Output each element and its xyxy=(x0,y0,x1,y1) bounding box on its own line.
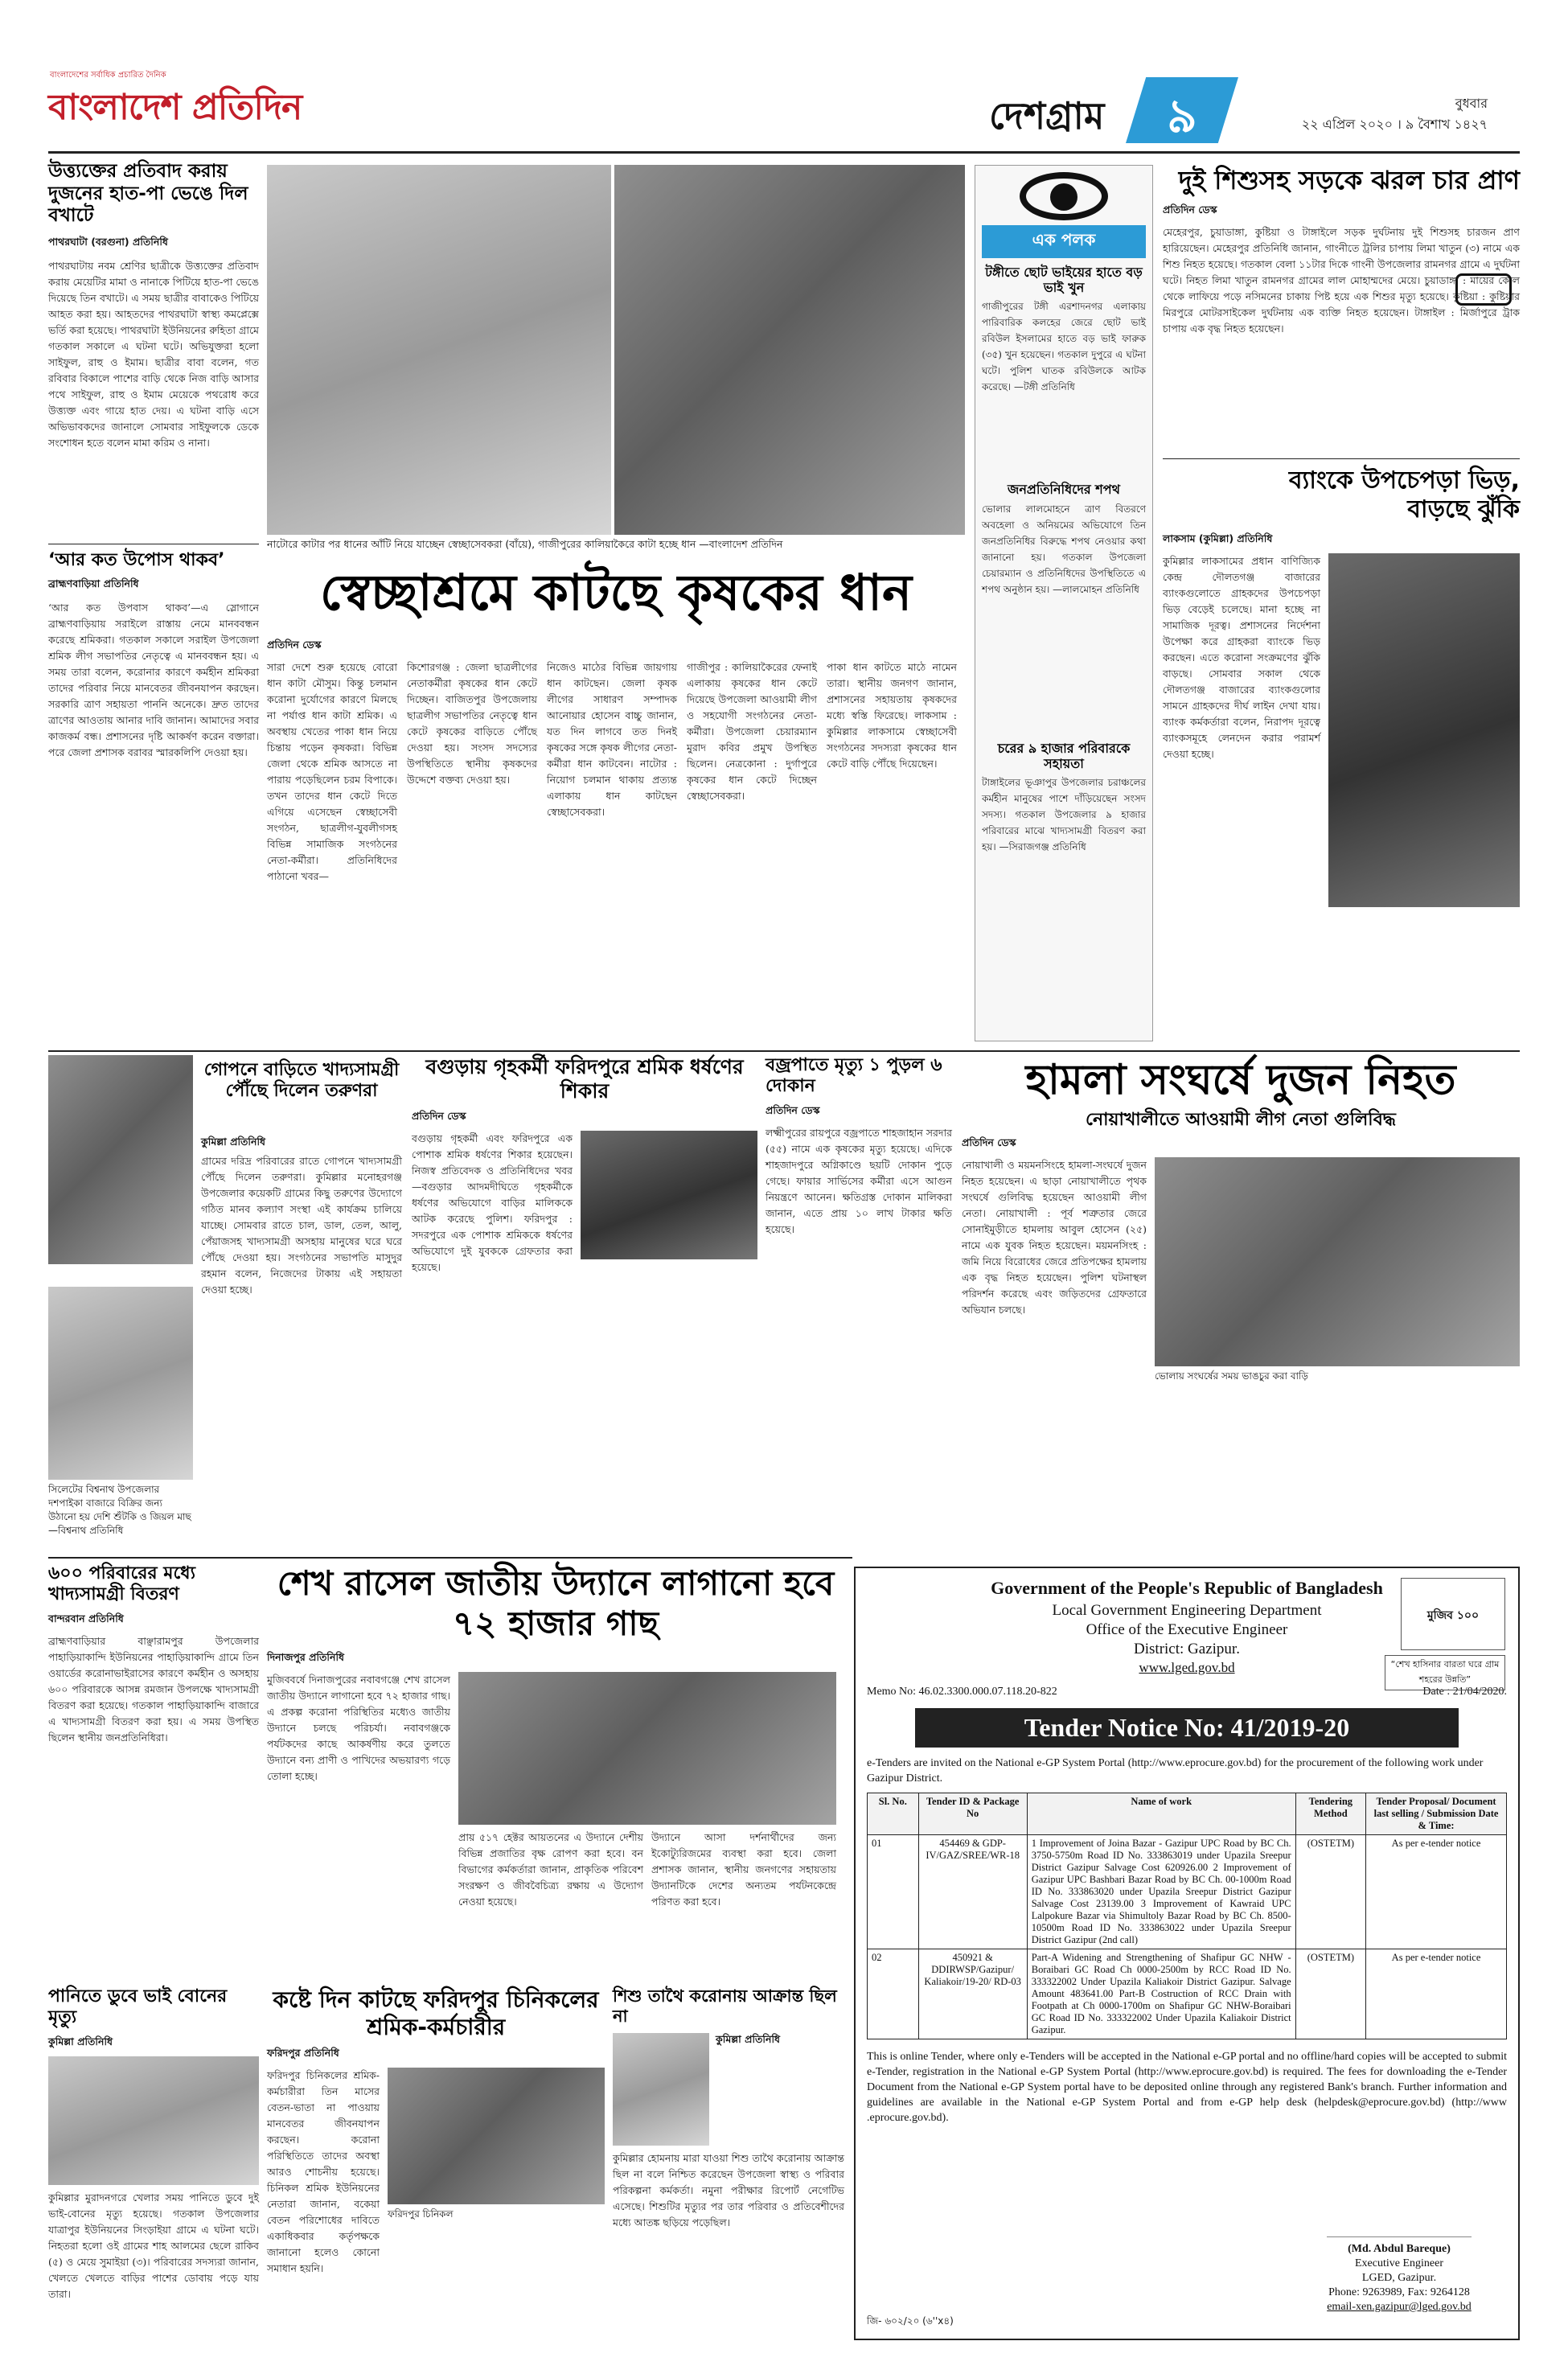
photo-caption: ভোলায় সংঘর্ষের সময় ভাঙচুর করা বাড়ি xyxy=(1155,1370,1308,1382)
office: Office of the Executive Engineer xyxy=(1086,1621,1288,1638)
headline: গোপনে বাড়িতে খাদ্যসামগ্রী পৌঁছে দিলেন তরুণরা xyxy=(203,1060,400,1102)
signature-block xyxy=(1295,2205,1504,2314)
car-crash-icon xyxy=(1455,273,1512,306)
dept: Local Government Engineering Department xyxy=(1052,1602,1322,1619)
photo-bank-crowd xyxy=(1328,553,1520,907)
brief-3-head: চরের ৯ হাজার পরিবারকে সহায়তা xyxy=(997,740,1131,771)
photo-caption: ফরিদপুর চিনিকল xyxy=(388,2208,454,2220)
col-header: Name of work xyxy=(1027,1793,1295,1835)
slogan: “শেখ হাসিনার বারতা ঘরে গ্রাম শহরের উন্নতি” xyxy=(1385,1655,1505,1690)
byline: প্রতিদিন ডেস্ক xyxy=(267,639,322,651)
body: ব্রাহ্মণবাড়িয়ার বাঞ্ছারামপুর উপজেলার পাহাড়িয়াকান্দি ইউনিয়নের পাহাড়িয়াকান্দি গ্রামে তিন ওয়ার্ডের করোনাভাইরাসের কারণে কর্মহীন ও অসহায় ৬০০ পরিবারকে আসন্ন রমজান উপলক্ষে খাদ্যসামগ্রী বিতরণ করা হয়েছে। গতকাল পাহাড়িয়াকান্দি বাজারে এ খাদ্যসামগ্রী বিতরণ করা হয়। এ সময় উপস্থিত ছিলেন স্থানীয় জনপ্রতিনিধিরা। xyxy=(48,1634,259,1744)
story-maid xyxy=(412,1055,757,1554)
col-3: নিজেও মাঠের বিভিন্ন জায়গায় ধান কাটছেন। জেলা কৃষক লীগের সাধারণ সম্পাদক আনোয়ার হোসেন বাচ্চু জানান, যত দিন লাগবে তত দিনই কৃষকের সঙ্গে কৃষক লীগের নেতা-কর্মীরা ধান কাটবেন। নাটোর : নিয়োগ চলমান থাকায় প্রত্যন্ত এলাকায় ধান কাটছেন স্বেচ্ছাসেবকরা। xyxy=(547,661,677,818)
method-cell: (OSTETM) xyxy=(1295,1835,1365,1949)
byline: ফরিদপুর প্রতিনিধি xyxy=(267,2047,339,2060)
story-bank xyxy=(1163,466,1520,1045)
byline: বান্দরবান প্রতিনিধি xyxy=(48,1612,124,1624)
footer-text: This is online Tender, where only e-Tenders will be accepted in the National e-GP portal and no offline/hard copies will be accepted to submit e-Tender, registration in the National e-GP System Portal (http://www.eprocure.gov.bd) is required. The fees for downloading the e-Tender Document from the National e-GP System portal have to be deposited online through any registered Bank's branch. Further information and guidelines are available in the National e-GP System Portal and from e-GP help desk (helpdesk@eprocure.gov.bd) (http://www .eprocure.gov.bd). xyxy=(867,2051,1507,2124)
memo-number: Memo No: 46.02.3300.000.07.118.20-822 xyxy=(867,1686,1057,1698)
byline: প্রতিদিন ডেস্ক xyxy=(1163,203,1217,216)
headline: শেখ রাসেল জাতীয় উদ্যানে লাগানো হবে ৭২ হাজার গাছ xyxy=(277,1563,835,1644)
headline: শিশু তাথৈ করোনায় আক্রান্ত ছিল না xyxy=(613,1986,837,2027)
photo-nursery xyxy=(458,1672,836,1825)
phone: Phone: 9263989, Fax: 9264128 xyxy=(1328,2286,1470,2298)
story-clash xyxy=(962,1055,1520,1554)
work-cell: Part-A Widening and Strengthening of Shafipur GC NHW - Boraibari GC Road Ch 0000-2500m by RCC Road ID No. 333322002 Under Upazila Kaliakoir District Gazipur. Salvage Amount 483641.00 Part-B Costruction of RCC Drain with Footpath at Ch 0000-1700m on Shafipur GC NHW-Boraibari GC Road ID No. 333322002 Under Upazila Kaliakoir District Gazipur. xyxy=(1027,1949,1295,2039)
byline: পাথরঘাটা (বরগুনা) প্রতিনিধি xyxy=(48,235,168,248)
photo-illustration xyxy=(581,1131,757,1259)
brief-1-body: গাজীপুরের টঙ্গী এরশাদনগর এলাকায় পারিবারিক কলহের জেরে ছোট ভাই রবিউল ইসলামের হাতে বড় ভাই ফারুক (৩৫) খুন হয়েছেন। গতকাল দুপুরে এ ঘটনা ঘটে। পুলিশ ঘাতক রবিউলকে আটক করেছে। —টঙ্গী প্রতিনিধি xyxy=(982,301,1146,393)
story-harvest xyxy=(267,563,965,1045)
sl-cell: 01 xyxy=(868,1835,919,1949)
id-cell: 454469 & GDP-IV/GAZ/SREE/WR-18 xyxy=(918,1835,1027,1949)
body: ‘আর কত উপবাস থাকব’—এ স্লোগানে ব্রাহ্মণবাড়িয়ায় সরাইলে রাস্তায় নেমে মানববন্ধন করেছে শ্রমিকরা। গতকাল সকালে সরাইল উপজেলা শ্রমিক লীগ সভাপতির নেতৃত্বে এ মানববন্ধন হয়। এ সময় তারা বলেন, করোনার কারণে কর্মহীন শ্রমিকরা তাদের পরিবার নিয়ে মানবেতর জীবনযাপন করছেন। সরকারি ত্রাণ সহায়তা পাননি অনেকে। দ্রুত তাদের ত্রাণের আওতায় আনার দাবি জানান। আমাদের সবার কাজকর্ম বন্ধ। প্রশাসনের দৃষ্টি আকর্ষণ করেন বক্তারা। পরে জেলা প্রশাসক বরাবর স্মারকলিপি দেওয়া হয়। xyxy=(48,602,259,759)
headline: উত্ত্যক্তের প্রতিবাদ করায় দুজনের হাত-পা ভেঙে দিল বখাটে xyxy=(48,161,248,227)
photo-fish xyxy=(48,1287,193,1480)
body: গ্রামের দরিদ্র পরিবারের রাতে গোপনে খাদ্যসামগ্রী পৌঁছে দিলেন তরুণরা। কুমিল্লার মনোহরগঞ্জ উপজেলার কয়েকটি গ্রামের কিছু তরুণের উদ্যোগে গঠিত মানব কল্যাণ সংস্থা এই কার্যক্রম চালিয়ে যাচ্ছে। সোমবার রাতে চাল, ডাল, তেল, আলু, পেঁয়াজসহ খাদ্যসামগ্রী অসহায় মানুষের ঘরে ঘরে পৌঁছে দেওয়া হয়। সংগঠনের সভাপতি মাসুদুর রহমান বলেন, নিজেদের টাকায় এই সহায়তা দেওয়া হচ্ছে। xyxy=(201,1155,402,1296)
id-cell: 450921 & DDIRWSP/Gazipur/ Kaliakoir/19-20/ RD-03 xyxy=(918,1949,1027,2039)
ad-ref: জি- ৬০২/২০ (৬''x৪) xyxy=(867,2315,954,2327)
col-1: মুজিববর্ষে দিনাজপুরের নবাবগঞ্জে শেখ রাসেল জাতীয় উদ্যানে লাগানো হবে ৭২ হাজার গাছ। এ প্রকল্প করোনা পরিস্থিতির মধ্যেও জাতীয় উদ্যানে চলছে পরিচর্যা। নবাবগঞ্জকে পর্যটকদের কাছে আকর্ষণীয় করে তুলতে উদ্যানে বন্য প্রাণী ও পাখিদের অভয়ারণ্য গড়ে তোলা হচ্ছে। xyxy=(267,1673,450,1782)
photo-volunteer xyxy=(48,1055,193,1264)
signatory: (Md. Abdul Bareque) xyxy=(1348,2243,1451,2255)
headline: ব্যাংকে উপচেপড়া ভিড়, বাড়ছে ঝুঁকি xyxy=(1288,466,1520,524)
method-cell: (OSTETM) xyxy=(1295,1949,1365,2039)
byline: প্রতিদিন ডেস্ক xyxy=(412,1110,466,1122)
photo-clash xyxy=(1155,1157,1520,1366)
col-header: Tender ID & Package No xyxy=(918,1793,1027,1835)
gov-title: Government of the People's Republic of Bangladesh xyxy=(991,1578,1383,1598)
byline: প্রতিদিন ডেস্ক xyxy=(766,1103,820,1116)
story-protest xyxy=(48,161,259,539)
org: LGED, Gazipur. xyxy=(1361,2272,1437,2284)
body: বগুড়ায় গৃহকর্মী এবং ফরিদপুরে এক পোশাক শ্রমিক ধর্ষণের শিকার হয়েছেন। নিজস্ব প্রতিবেদক ও প্রতিনিধিদের খবর—বগুড়ার আদমদীঘিতে গৃহকর্মীকে ধর্ষণের অভিযোগে বাড়ির মালিককে আটক করেছে পুলিশ। ফরিদপুর : সদরপুরে এক পোশাক শ্রমিককে ধর্ষণের অভিযোগে দুই যুবককে গ্রেফতার করা হয়েছে। xyxy=(412,1132,573,1273)
memo-date: Date : 21/04/2020. xyxy=(1422,1686,1507,1698)
byline: লাকসাম (কুমিল্লা) প্রতিনিধি xyxy=(1163,532,1273,544)
table-row xyxy=(868,1835,1507,1949)
byline: ব্রাহ্মণবাড়িয়া প্রতিনিধি xyxy=(48,577,139,590)
logo: বাংলাদেশ প্রতিদিন xyxy=(48,87,302,128)
divider xyxy=(1163,458,1520,459)
ek-polok-label: এক পলক xyxy=(982,225,1146,258)
masthead-tagline: বাংলাদেশের সর্বাধিক প্রচারিত দৈনিক xyxy=(50,71,166,80)
body: নোয়াখালী ও ময়মনসিংহে হামলা-সংঘর্ষে দুজন নিহত হয়েছেন। এ ছাড়া নোয়াখালীতে পৃথক সংঘর্ষে গুলিবিদ্ধ হয়েছেন আওয়ামী লীগ নেতা। নোয়াখালী : পূর্ব শত্রুতার জেরে সোনাইমুড়ীতে হামলায় আবুল হোসেন (২৫) নামে এক যুবক নিহত হয়েছেন। ময়মনসিংহ : জমি নিয়ে বিরোধের জেরে প্রতিপক্ষের হামলায় এক বৃদ্ধ নিহত হয়েছেন। পুলিশ ঘটনাস্থল পরিদর্শন করেছে এবং জড়িতদের গ্রেফতারে অভিযান চলছে। xyxy=(962,1158,1147,1316)
masthead-rule xyxy=(48,151,1520,154)
col-header: Tender Proposal/ Document last selling / Submission Date & Time: xyxy=(1366,1793,1507,1835)
issue-date: ২২ এপ্রিল ২০২০ । ৯ বৈশাখ ১৪২৭ xyxy=(1301,117,1488,132)
body: ফরিদপুর চিনিকলের শ্রমিক-কর্মচারীরা তিন মাসের বেতন-ভাতা না পাওয়ায় মানবেতর জীবনযাপন করছেন। করোনা পরিস্থিতিতে তাদের অবস্থা আরও শোচনীয় হয়েছে। চিনিকল শ্রমিক ইউনিয়নের নেতারা জানান, বকেয়া বেতন পরিশোধের দাবিতে একাধিকবার কর্তৃপক্ষকে জানানো হলেও কোনো সমাধান হয়নি। xyxy=(267,2069,380,2275)
date-cell: As per e-tender notice xyxy=(1366,1835,1507,1949)
headline: হামলা সংঘর্ষে দুজন নিহত xyxy=(1025,1056,1456,1104)
body: কুমিল্লার মুরাদনগরে খেলার সময় পানিতে ডুবে দুই ভাই-বোনের মৃত্যু হয়েছে। গতকাল উপজেলার যাত্রাপুর ইউনিয়নের সিংড়াইয়া গ্রামে এ ঘটনা ঘটে। নিহতরা হলো ওই গ্রামের শাহ আলমের ছেলে রাকিব (৫) ও মেয়ে সুমাইয়া (৩)। পরিবারের সদস্যরা জানান, খেলতে খেলতে বাড়ির পাশের ডোবায় পড়ে যায় তারা। xyxy=(48,2191,259,2300)
eye-icon xyxy=(1020,172,1108,220)
story-relief xyxy=(48,1563,259,1982)
photo-harvest-cutting xyxy=(614,165,965,535)
headline: বজ্রপাতে মৃত্যু ১ পুড়ল ৬ দোকান xyxy=(766,1055,942,1097)
sl-cell: 02 xyxy=(868,1949,919,2039)
col-5: পাকা ধান কাটতে মাঠে নামেন তারা। স্থানীয় জনগণ জানান, প্রশাসনের সহায়তায় কৃষকদের মধ্যে স্বস্তি ফিরেছে। লাকসাম : কুমিল্লার লাকসামে স্বেচ্ছাসেবী সংগঠনের সদস্যরা কৃষকের ধান কেটে বাড়ি পৌঁছে দিয়েছেন। xyxy=(827,661,957,770)
weekday: বুধবার xyxy=(1455,96,1488,111)
story-drown xyxy=(48,1986,259,2340)
col-header: Tendering Method xyxy=(1295,1793,1365,1835)
col-3: উদ্যানে আসা দর্শনার্থীদের জন্য ইকোট্যুরিজমের ব্যবস্থা করা হবে। জেলা প্রশাসক জানান, স্থানীয় জনগণের সহায়তায় উদ্যানটিকে দেশের অন্যতম পর্যটনকেন্দ্রে পরিণত করা হবে। xyxy=(651,1830,836,1908)
story-accident xyxy=(1163,165,1520,454)
tender-notice xyxy=(854,1567,1520,2340)
col-2: কিশোরগঞ্জ : জেলা ছাত্রলীগের নেতাকর্মীরা কৃষকের ধান কেটে দিচ্ছেন। বাজিতপুর উপজেলায় ছাত্রলীগ সভাপতির নেতৃত্বে ধান কেটে কৃষকের বাড়িতে পৌঁছে দেওয়া হয়। সংসদ সদস্যের উপস্থিতিতে স্থানীয় কৃষকদের উদ্দেশে বক্তব্য দেওয়া হয়। xyxy=(407,661,537,786)
work-cell: 1 Improvement of Joina Bazar - Gazipur UPC Road by BC Ch. 3750-5750m Road ID No. 333863019 under Upazila Sreepur District Gazipur Salvage Cost 620926.00 2 Improvement of Gazipur UPC Bashbari Bazar Road by BC Ch. 00-1000m Road ID No. 333863020 under Upazila Sreepur District Gazipur Salvage Cost 23139.00 3 Improvement of Kawraid UPC Lalpokure Bazar via Shimultoly Bazar Road by BC Ch. 8500-10500m Road ID No. 333863022 under Upazila Sreepur District Gazipur (2nd call) xyxy=(1027,1835,1295,1949)
photo-fish-caption: সিলেটের বিশ্বনাথ উপজেলার দশপাইকা বাজারে বিক্রির জন্য উঠানো হয় দেশি শুঁটকি ও জিয়ল মাছ —বিশ্বনাথ প্রতিনিধি xyxy=(48,1484,191,1536)
story-sugar xyxy=(267,1986,605,2340)
website: www.lged.gov.bd xyxy=(1139,1660,1235,1675)
story-fire xyxy=(766,1055,952,1554)
designation: Executive Engineer xyxy=(1354,2257,1443,2269)
brief-2-head: জনপ্রতিনিধিদের শপথ xyxy=(1008,482,1120,498)
photo-caption: নাটোরে কাটার পর ধানের আঁটি নিয়ে যাচ্ছেন স্বেচ্ছাসেবকরা (বাঁয়ে), গাজীপুরের কালিয়াকৈরে কাটা হচ্ছে ধান —বাংলাদেশ প্রতিদিন xyxy=(267,538,783,550)
headline: ‘আর কত উপোস থাকব’ xyxy=(48,550,225,570)
byline: কুমিল্লা প্রতিনিধি xyxy=(716,2033,781,2046)
photo-child xyxy=(613,2033,709,2146)
body: মেহেরপুর, চুয়াডাঙ্গা, কুষ্টিয়া ও টাঙ্গাইলে সড়ক দুর্ঘটনায় দুই শিশুসহ চারজন প্রাণ হারিয়েছেন। মেহেরপুর প্রতিনিধি জানান, গাংনীতে ট্রলির চাপায় লিমা খাতুন (৩) নামে এক শিশু নিহত হয়েছে। গতকাল বেলা ১১টার দিকে গাংনী উপজেলার রামনগর গ্রামে এ দুর্ঘটনা ঘটে। নিহত লিমা খাতুন রামনগর গ্রামের লাল মোহাম্মদের মেয়ে। চুয়াডাঙ্গা : মায়ের কোল থেকে লাফিয়ে পড়ে নসিমনের চাকায় পিষ্ট হয়ে এক শিশুর মৃত্যু হয়েছে। কুষ্টিয়া : কুষ্টিয়ার মিরপুরে মোটরসাইকেল দুর্ঘটনায় এক ব্যক্তি নিহত হয়েছেন। টাঙ্গাইল : মির্জাপুরে ট্রাক চাপায় এক বৃদ্ধ নিহত হয়েছেন। xyxy=(1163,226,1520,335)
brief-1-head: টঙ্গীতে ছোট ভাইয়ের হাতে বড় ভাই খুন xyxy=(985,265,1143,296)
mujib-logo xyxy=(1401,1578,1505,1650)
ek-polok-box xyxy=(975,165,1153,1041)
tender-title: Tender Notice No: 41/2019-20 xyxy=(915,1708,1459,1748)
subhead: নোয়াখালীতে আওয়ামী লীগ নেতা গুলিবিদ্ধ xyxy=(1086,1110,1396,1131)
story-park xyxy=(267,1563,844,1982)
body: কুমিল্লার হোমনায় মারা যাওয়া শিশু তাথৈ করোনায় আক্রান্ত ছিল না বলে নিশ্চিত করেছেন উপজেলা স্বাস্থ্য ও পরিবার পরিকল্পনা কর্মকর্তা। নমুনা পরীক্ষার রিপোর্ট নেগেটিভ এসেছে। শিশুটির মৃত্যুর পর তার পরিবার ও প্রতিবেশীদের মধ্যে আতঙ্ক ছড়িয়ে পড়েছিল। xyxy=(613,2152,844,2229)
section-name: দেশগ্রাম xyxy=(989,94,1105,138)
body-cont xyxy=(388,2224,605,2321)
brief-2-body: ভোলার লালমোহনে ত্রাণ বিতরণে অবহেলা ও অনিয়মের অভিযোগে তিন জনপ্রতিনিধির বিরুদ্ধে শপথ নেওয়ার কথা জানানো হয়। গতকাল উপজেলা চেয়ারম্যান ও প্রতিনিধিদের উপস্থিতিতে এ শপথ অনুষ্ঠান হয়। —লালমোহন প্রতিনিধি xyxy=(982,503,1146,595)
story-food xyxy=(48,1055,402,1296)
headline: পানিতে ডুবে ভাই বোনের মৃত্যু xyxy=(48,1986,228,2028)
body: পাথরঘাটায় নবম শ্রেণির ছাত্রীকে উত্ত্যক্তের প্রতিবাদ করায় মেয়েটির মামা ও নানাকে পিটিয়ে হাত-পা ভেঙে দিয়েছে তিন বখাটে। এ সময় ছাত্রীর বাবাকেও পিটিয়ে আহত করা হয়। আহতদের পাথরঘাটা স্বাস্থ্য কমপ্লেক্সে ভর্তি করা হয়েছে। পাথরঘাটা ইউনিয়নের রুহিতা গ্রামে গতকাল সকালে এ ঘটনা ঘটে। অভিযুক্তরা হলো সাইফুল, রাহু ও ইমাম। ছাত্রীর বাবা বলেন, গত রবিবার বিকালে পাশের বাড়ি থেকে নিজ বাড়ি আসার পথে সাইফুল, রাহু ও ইমাম মেয়েকে পথরোধ করে উত্ত্যক্ত এবং গায়ে হাত দেয়। এ ঘটনা বাড়ি এসে অভিভাবকদের জানালে সোমবার সাইফুলকে ডেকে সংশোধন হতে বলেন মামা করিম ও নানা। xyxy=(48,259,259,449)
headline: বগুড়ায় গৃহকর্মী ফরিদপুরে শ্রমিক ধর্ষণের শিকার xyxy=(425,1055,744,1103)
col-header: Sl. No. xyxy=(868,1793,919,1835)
body: লক্ষ্মীপুরের রায়পুরে বজ্রপাতে শাহজাহান সরদার (৫৫) নামে এক কৃষকের মৃত্যু হয়েছে। এদিকে শাহজাদপুরে অগ্নিকাণ্ডে ছয়টি দোকান পুড়ে গেছে। ফায়ার সার্ভিসের কর্মীরা এসে আগুন নিয়ন্ত্রণে আনেন। ক্ষতিগ্রস্ত দোকান মালিকরা জানান, এতে প্রায় ১০ লাখ টাকার ক্ষতি হয়েছে। xyxy=(766,1126,952,1235)
tender-table xyxy=(867,1793,1507,2039)
headline: কষ্টে দিন কাটছে ফরিদপুর চিনিকলের শ্রমিক-কর্মচারীর xyxy=(273,1986,599,2040)
intro: e-Tenders are invited on the National e-GP System Portal (http://www.eprocure.gov.bd) for the procurement of the following work under Gazipur District. xyxy=(867,1757,1484,1785)
byline: প্রতিদিন ডেস্ক xyxy=(962,1136,1016,1148)
email[interactable]: email-xen.gazipur@lged.gov.bd xyxy=(1327,2301,1472,2313)
food-body-cont xyxy=(201,1287,402,1552)
table-row xyxy=(868,1949,1507,2039)
body: কুমিল্লার লাকসামের প্রধান বাণিজ্যিক কেন্দ্র দৌলতগঞ্জ বাজারের ব্যাংকগুলোতে গ্রাহকদের উপচেপড়া ভিড় বেড়েই চলেছে। মানা হচ্ছে না সামাজিক দূরত্ব। প্রশাসনের নির্দেশনা উপেক্ষা করে গ্রাহকরা ব্যাংকে ভিড় করছেন। এতে করোনা সংক্রমণের ঝুঁকি বাড়ছে। সোমবার সকাল থেকে দৌলতগঞ্জ বাজারের ব্যাংকগুলোর সামনে গ্রাহকদের দীর্ঘ লাইন দেখা যায়। ব্যাংক কর্মকর্তারা বলেন, নিরাপদ দূরত্বে ব্যাংকসমূহে লেনদেন করার পরামর্শ দেওয়া হচ্ছে। xyxy=(1163,555,1320,760)
story-child xyxy=(613,1986,844,2340)
signature xyxy=(1327,2205,1472,2237)
section-rule xyxy=(48,1557,852,1559)
body-cont xyxy=(1155,1388,1520,1525)
col-4: গাজীপুর : কালিয়াকৈরের ফেনাই এলাকায় কৃষকের ধান কেটে দিয়েছে উপজেলা আওয়ামী লীগ ও সহযোগী সংগঠনের নেতা-কর্মীরা। উপজেলা চেয়ারম্যান মুরাদ কবির প্রমুখ উপস্থিত ছিলেন। নেত্রকোনা : দুর্গাপুরে কৃষকের ধান কেটে দিচ্ছেন স্বেচ্ছাসেবকরা। xyxy=(687,661,817,802)
headline: দুই শিশুসহ সড়কে ঝরল চার প্রাণ xyxy=(1178,165,1520,195)
photo-sugar-mill xyxy=(388,2068,605,2204)
masthead xyxy=(0,0,1568,161)
date-cell: As per e-tender notice xyxy=(1366,1949,1507,2039)
story-fasting xyxy=(48,550,259,1041)
section-rule xyxy=(48,1050,1520,1052)
col-1: সারা দেশে শুরু হয়েছে বোরো ধান কাটা মৌসুম। কিন্তু চলমান করোনা দুর্যোগের কারণে মিলছে না পর্যাপ্ত ধান কাটা শ্রমিক। এ অবস্থায় খেতের পাকা ধান নিয়ে চিন্তায় পড়েন কৃষকরা। বিভিন্ন জেলা থেকে শ্রমিক আসতে না পারায় পড়েছিলেন চরম বিপাকে। তখন তাদের ধান কেটে দিতে এগিয়ে এসেছেন স্বেচ্ছাসেবী সংগঠন, ছাত্রলীগ-যুবলীগসহ বিভিন্ন সামাজিক সংগঠনের নেতা-কর্মীরা। প্রতিনিধিদের পাঠানো খবর— xyxy=(267,661,397,882)
logo-text: মুজিব ১০০ xyxy=(1426,1609,1480,1622)
brief-3-body: টাঙ্গাইলের ভূঞাপুর উপজেলার চরাঞ্চলের কর্মহীন মানুষের পাশে দাঁড়িয়েছেন সংসদ সদস্য। গতকাল উপজেলার ৯ হাজার পরিবারের মাঝে খাদ্যসামগ্রী বিতরণ করা হয়। —সিরাজগঞ্জ প্রতিনিধি xyxy=(982,776,1146,852)
photo-volunteers-carrying xyxy=(267,165,611,535)
col-2: প্রায় ৫১৭ হেক্টর আয়তনের এ উদ্যানে দেশীয় বিভিন্ন প্রজাতির বৃক্ষ রোপণ করা হবে। বন বিভাগের কর্মকর্তারা জানান, প্রাকৃতিক পরিবেশ সংরক্ষণ ও জীববৈচিত্র্য রক্ষায় এ উদ্যোগ নেওয়া হয়েছে। xyxy=(458,1830,643,1908)
headline: ৬০০ পরিবারের মধ্যে খাদ্যসামগ্রী বিতরণ xyxy=(48,1563,195,1605)
byline: কুমিল্লা প্রতিনিধি xyxy=(48,2035,113,2047)
byline: কুমিল্লা প্রতিনিধি xyxy=(201,1136,266,1148)
district: District: Gazipur. xyxy=(1134,1641,1240,1657)
page-number: ৯ xyxy=(1167,88,1197,143)
headline: স্বেচ্ছাশ্রমে কাটছে কৃষকের ধান xyxy=(319,563,913,622)
photo-children xyxy=(48,2056,259,2185)
byline: দিনাজপুর প্রতিনিধি xyxy=(267,1650,345,1663)
